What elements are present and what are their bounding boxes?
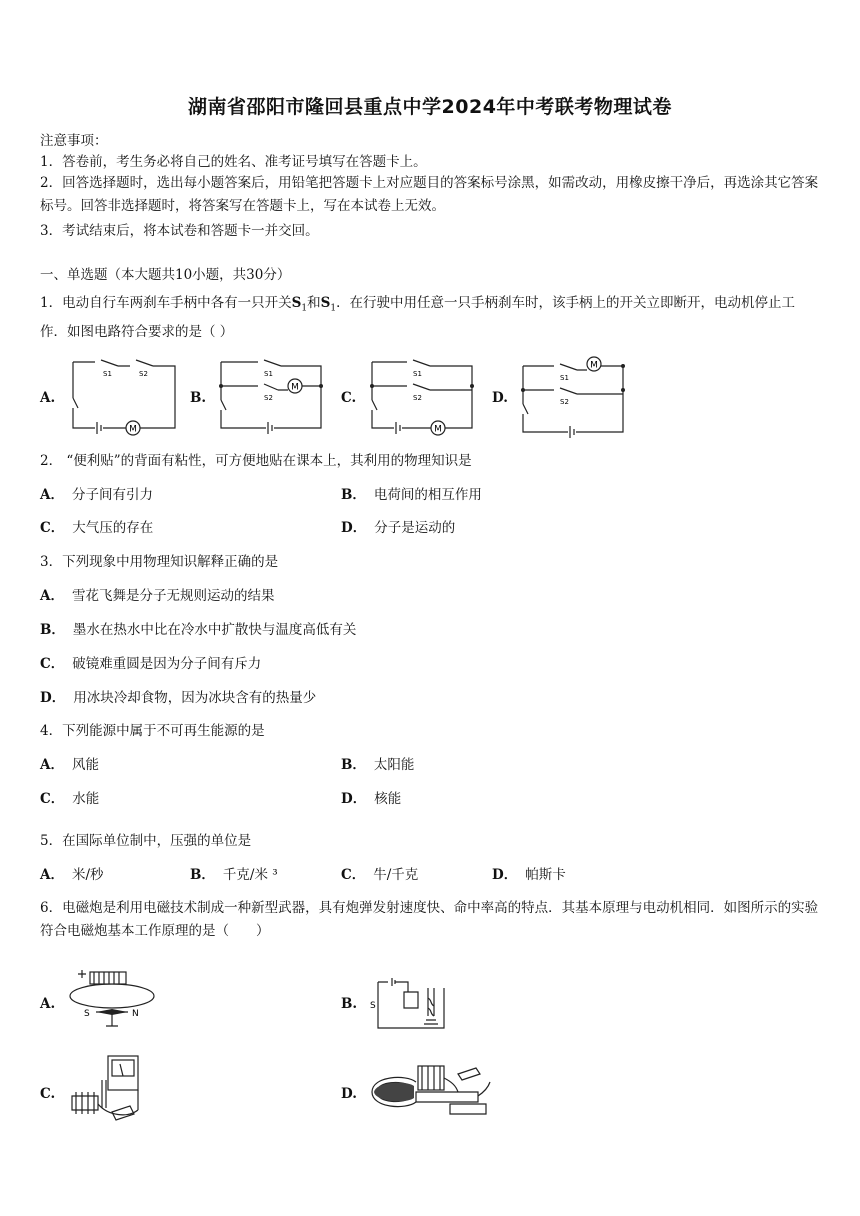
exam-title: 湖南省邵阳市隆回县重点中学2024年中考联考物理试卷: [188, 96, 672, 118]
q5-option-a: [40, 866, 104, 884]
q5-option-d-key: D．: [492, 867, 518, 883]
q1-switch-s1: S: [291, 295, 302, 311]
note-item-2: 2．回答选择题时，选出每小题答案后，用铅笔把答题卡上对应题目的答案标号涂黑，如需改动，用橡皮擦干净后，再选涂其它答案标号。回答非选择题时，将答案写在答题卡上，写在本试卷上无效。: [40, 175, 819, 214]
q4-option-a-text: 风能: [71, 757, 99, 773]
question-3-stem: 3．下列现象中用物理知识解释正确的是: [40, 554, 279, 570]
q1-c-s1-label: S1: [413, 370, 422, 378]
q1-switch-s2: S: [320, 295, 331, 311]
q2-option-a-key: A．: [40, 487, 64, 503]
q3-option-a-key: A．: [40, 588, 64, 604]
q6-a-s-label: S: [84, 1009, 90, 1019]
notes-heading: 注意事项：: [40, 133, 108, 149]
q1-option-d-label: D.: [492, 390, 508, 406]
q1-c-s2-label: S2: [413, 394, 422, 402]
q6-figure-c-generator: [68, 1052, 154, 1124]
question-6-stem: 6．电磁炮是利用电磁技术制成一种新型武器，具有炮弹发射速度快、命中率高的特点．其基本原理与电动机相同．如图所示的实验符合电磁炮基本工作原理的是（ ）: [40, 900, 819, 939]
q4-option-c: [40, 790, 99, 808]
q2-option-c-text: 大气压的存在: [72, 520, 154, 536]
q2-option-b-text: 电荷间的相互作用: [373, 487, 482, 503]
q4-option-b: [341, 756, 414, 774]
q1-a-s1-label: S1: [103, 370, 112, 378]
q1-switch-s2-sub: 1: [330, 303, 337, 314]
q1-circuit-a: [70, 356, 180, 440]
q2-option-d-key: D．: [341, 520, 367, 536]
q6-figure-a-electromagnet: [66, 968, 158, 1030]
q5-option-b-key: B．: [190, 867, 215, 883]
q5-option-c-key: C．: [341, 867, 366, 883]
q3-option-b-key: B．: [40, 622, 65, 638]
note-item-1: 1．答卷前，考生务必将自己的姓名、准考证号填写在答题卡上。: [40, 154, 427, 170]
question-4-stem: 4．下列能源中属于不可再生能源的是: [40, 723, 265, 739]
q3-option-d: [40, 689, 316, 707]
q3-option-c-text: 破镜难重圆是因为分子间有斥力: [72, 656, 262, 672]
q1-a-s2-label: S2: [139, 370, 148, 378]
q1-circuit-b: [218, 356, 328, 440]
q6-figure-b-circuit: [370, 968, 448, 1032]
q4-option-b-text: 太阳能: [373, 757, 415, 773]
q2-option-d-text: 分子是运动的: [374, 520, 456, 536]
q1-d-s2-label: S2: [560, 398, 569, 406]
q3-option-d-key: D．: [40, 690, 66, 706]
q3-option-a-text: 雪花飞舞是分子无规则运动的结果: [71, 588, 275, 604]
q6-option-b-label: B.: [341, 996, 358, 1012]
q5-option-c: [341, 866, 418, 884]
q4-option-a: [40, 756, 99, 774]
question-2-stem: 2． “便利贴”的背面有粘性，可方便地贴在课本上，其利用的物理知识是: [40, 453, 472, 469]
q1-stem-part-b: ．在行驶中用任意一只手柄刹车时，该手柄上的开关立即断开，电动机停止工作．如图电路符合要求的是（ ）: [40, 295, 796, 340]
q1-circuit-c: [369, 356, 479, 440]
q1-d-motor-label: M: [590, 360, 598, 371]
q1-option-b-label: B.: [190, 390, 207, 406]
q6-option-c-label: C.: [40, 1086, 56, 1102]
q3-option-d-text: 用冰块冷却食物，因为冰块含有的热量少: [73, 690, 317, 706]
q1-d-s1-label: S1: [560, 374, 569, 382]
q2-option-a: [40, 486, 153, 504]
q2-option-b-key: B．: [341, 487, 366, 503]
q1-b-motor-label: M: [291, 382, 299, 393]
q3-option-c: [40, 655, 261, 673]
q2-option-c-key: C．: [40, 520, 65, 536]
q1-b-s1-label: S1: [264, 370, 273, 378]
q2-option-b: [341, 486, 482, 504]
q1-circuit-d: [520, 356, 630, 440]
q6-a-n-label: N: [132, 1009, 139, 1019]
q1-and: 和: [307, 295, 321, 311]
q2-option-a-text: 分子间有引力: [71, 487, 153, 503]
q5-option-d-text: 帕斯卡: [525, 867, 566, 883]
q5-option-a-text: 米/秒: [71, 867, 104, 883]
q4-option-a-key: A．: [40, 757, 64, 773]
q4-option-d-text: 核能: [374, 791, 402, 807]
q1-a-motor-label: M: [129, 424, 137, 435]
q1-stem-part-a: 1．电动自行车两刹车手柄中各有一只开关: [40, 295, 292, 311]
q3-option-a: [40, 587, 274, 605]
q3-option-b: [40, 621, 356, 639]
note-item-3: 3．考试结束后，将本试卷和答题卡一并交回。: [40, 223, 319, 239]
q1-b-s2-label: S2: [264, 394, 273, 402]
q5-option-b-text: 千克/米 ³: [222, 867, 278, 883]
q1-option-a-label: A.: [40, 390, 56, 406]
question-1-stem: [40, 292, 822, 344]
q1-switch-s1-sub: 1: [301, 303, 308, 314]
q3-option-b-text: 墨水在热水中比在冷水中扩散快与温度高低有关: [72, 622, 357, 638]
q3-option-c-key: C．: [40, 656, 65, 672]
q2-option-c: [40, 519, 153, 537]
q4-option-d-key: D．: [341, 791, 367, 807]
q5-option-d: [492, 866, 566, 884]
q4-option-c-key: C．: [40, 791, 65, 807]
q1-option-c-label: C.: [341, 390, 357, 406]
question-5-stem: 5．在国际单位制中，压强的单位是: [40, 833, 252, 849]
q5-option-a-key: A．: [40, 867, 64, 883]
q6-option-d-label: D.: [341, 1086, 357, 1102]
q6-b-s-label: S: [370, 1001, 376, 1011]
q4-option-b-key: B．: [341, 757, 366, 773]
q6-option-a-label: A.: [40, 996, 56, 1012]
q5-option-b: [190, 866, 278, 884]
q2-option-d: [341, 519, 455, 537]
section-heading: 一、单选题（本大题共10小题，共30分）: [40, 267, 291, 283]
q4-option-d: [341, 790, 401, 808]
q4-option-c-text: 水能: [72, 791, 100, 807]
q6-figure-d-motor-experiment: [366, 1052, 496, 1124]
q5-option-c-text: 牛/千克: [373, 867, 419, 883]
q1-c-motor-label: M: [434, 424, 442, 435]
